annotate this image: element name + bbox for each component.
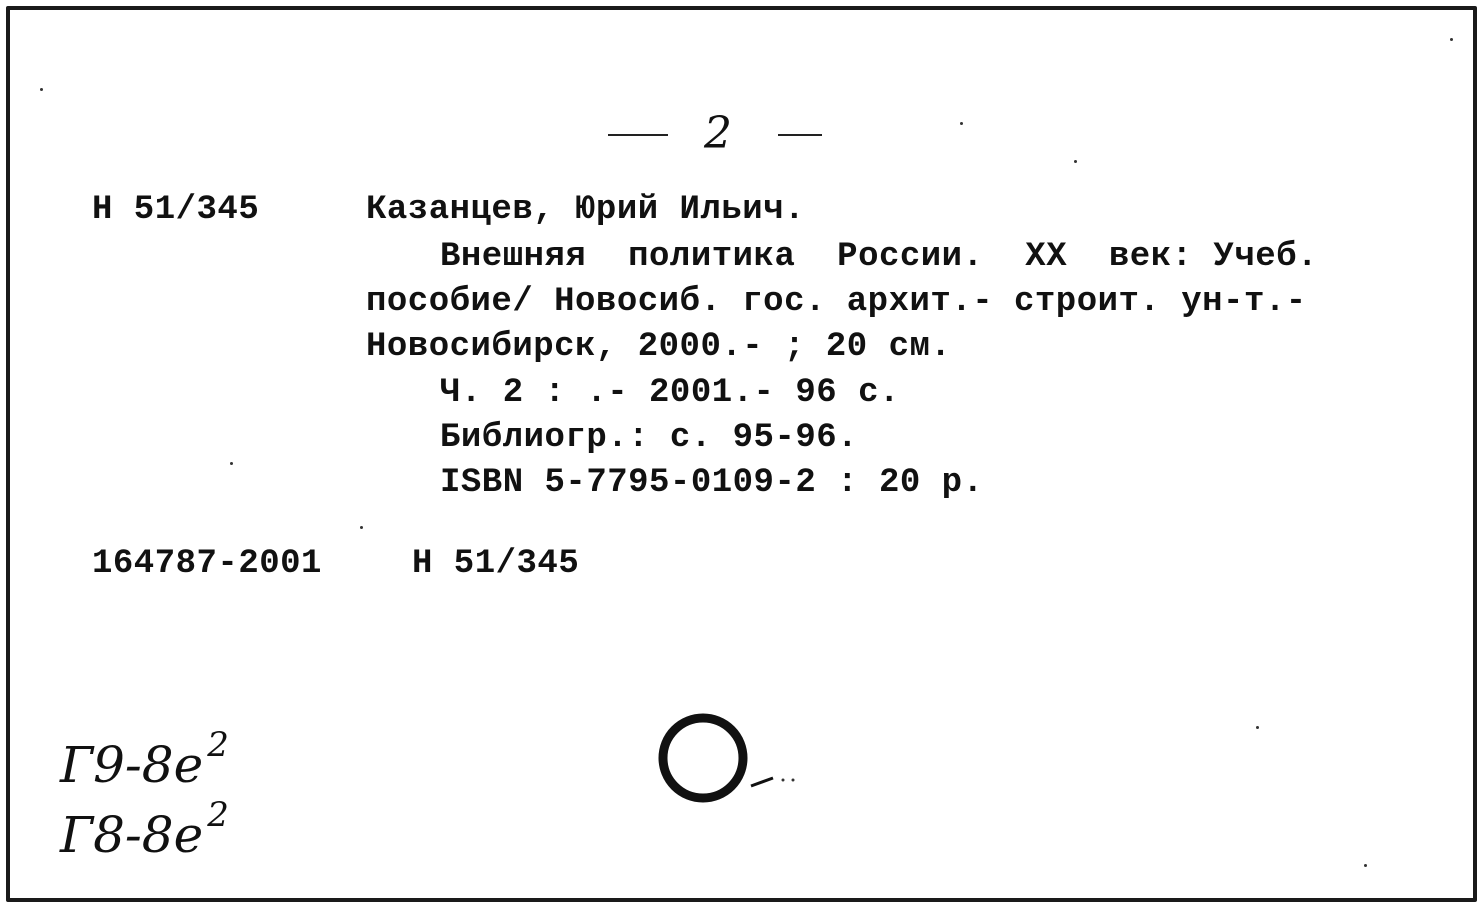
handwritten-mark-1-text: Г9-8е bbox=[60, 736, 204, 794]
catalog-card bbox=[6, 6, 1477, 902]
detail-bibliography: Библиогр.: с. 95-96. bbox=[440, 419, 859, 457]
handwritten-mark-1-sup: 2 bbox=[207, 725, 229, 765]
card-hole-ring bbox=[655, 706, 795, 816]
header-dash-right bbox=[778, 134, 822, 136]
handwritten-mark-2-text: Г8-8е bbox=[60, 806, 204, 864]
call-number: Н 51/345 bbox=[92, 191, 260, 229]
detail-isbn: ISBN 5-7795-0109-2 : 20 р. bbox=[440, 464, 984, 502]
card-number: 2 bbox=[704, 108, 732, 159]
handwritten-mark-2-sup: 2 bbox=[207, 795, 229, 835]
speck bbox=[360, 526, 363, 529]
detail-volume: Ч. 2 : .- 2001.- 96 с. bbox=[440, 374, 900, 412]
title-line-1: Внешняя политика России. XX век: Учеб. bbox=[440, 238, 1318, 276]
inventory-call-number: Н 51/345 bbox=[412, 545, 580, 583]
handwritten-mark-2 bbox=[60, 795, 229, 864]
speck bbox=[960, 122, 963, 125]
speck bbox=[1364, 864, 1367, 867]
header-dash-left bbox=[608, 134, 668, 136]
speck bbox=[40, 88, 43, 91]
inventory-number: 164787-2001 bbox=[92, 545, 322, 583]
speck bbox=[230, 462, 233, 465]
speck bbox=[1256, 726, 1259, 729]
handwritten-mark-1 bbox=[60, 725, 229, 794]
title-line-2: пособие/ Новосиб. гос. архит.- строит. ун-т.- bbox=[366, 283, 1307, 321]
speck bbox=[1450, 38, 1453, 41]
speck bbox=[1074, 160, 1077, 163]
title-line-3: Новосибирск, 2000.- ; 20 см. bbox=[366, 328, 952, 366]
author-heading: Казанцев, Юрий Ильич. bbox=[366, 191, 805, 229]
